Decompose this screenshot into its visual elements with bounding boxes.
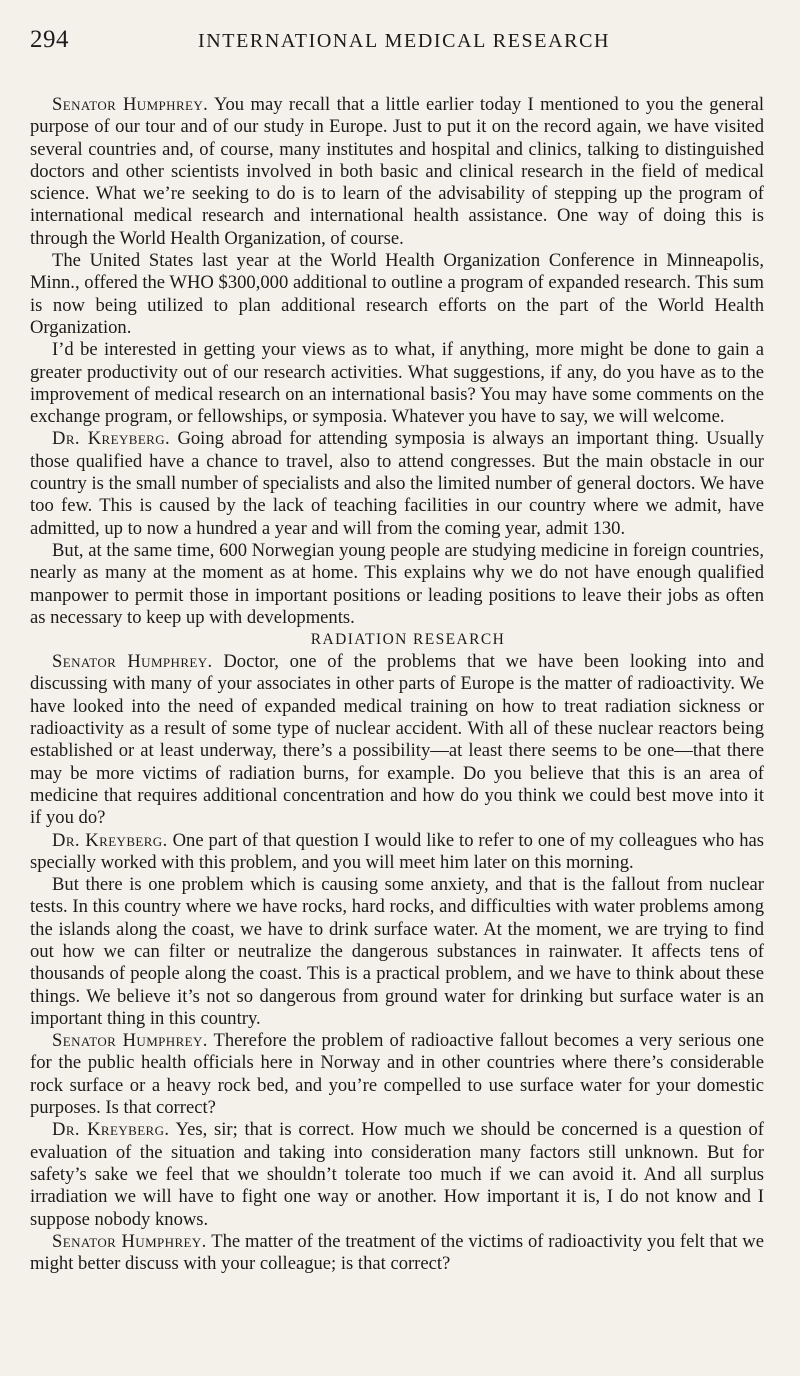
paragraph	[30, 94, 764, 250]
paragraph	[30, 1119, 764, 1230]
speaker-label: Dr. Kreyberg.	[52, 829, 168, 851]
paragraph	[30, 830, 764, 875]
paragraph	[30, 250, 764, 339]
speaker-label: Senator Humphrey.	[52, 94, 209, 115]
speaker-label: Senator Humphrey.	[52, 1030, 208, 1052]
paragraph	[30, 651, 764, 829]
paragraph	[30, 540, 764, 629]
paragraph-text: Going abroad for attending symposia is always an important thing. Usually those qualified have a chance to travel, also to attend congresses. But the main obstacle in our country is the small number of specialists and also the limited number of general doctors. We have too few. This is caused by the lack of teaching facilities in our country where we admit, have admitted, up to now a hundred a year and will from the coming year, admit 130.	[30, 428, 764, 539]
paragraph-text: Therefore the problem of radioactive fallout becomes a very serious one for the public health officials here in Norway and in other countries where there’s considerable rock surface or a heavy rock bed, and you’re compelled to use surface water for your domestic purposes. Is that correct?	[30, 1030, 764, 1119]
speaker-label: Dr. Kreyberg.	[52, 428, 171, 450]
paragraph	[30, 428, 764, 539]
paragraph	[30, 1231, 764, 1276]
running-head	[30, 26, 764, 60]
paragraph-text: The United States last year at the World Health Organization Conference in Minneapolis, Minn., offered the WHO $300,000 additional to outline a program of expanded research. This sum is now being utilized to plan additional research efforts on the part of the World Health Organization.	[30, 250, 764, 338]
paragraph	[30, 874, 764, 1030]
body-text	[30, 94, 764, 1275]
paragraph-text: One part of that question I would like to refer to one of my colleagues who has specially worked with this problem, and you will meet him later on this morning.	[30, 829, 765, 873]
section-heading: RADIATION RESEARCH	[310, 631, 506, 649]
journal-title: INTERNATIONAL MEDICAL RESEARCH	[198, 30, 611, 52]
speaker-label: Senator Humphrey.	[52, 1230, 207, 1252]
paragraph-text: Doctor, one of the problems that we have been looking into and discussing with many of your associates in other parts of Europe is the matter of radioactivity. We have looked into the need of expanded medical training on how to treat radiation sickness or radioactivity as a result of some type of nuclear accident. With all of these nuclear reactors being established or at least underway, there’s a possibility—at least there seems to be one—that there may be more victims of radiation burns, for example. Do you believe that this is an area of medicine that requires additional concentration and how do you think we could best move into it if you do?	[30, 651, 764, 829]
paragraph-text: Yes, sir; that is correct. How much we should be concerned is a question of evaluation of the situation and taking into consideration many factors still unknown. But for safety’s sake we feel that we shouldn’t tolerate too much if we can avoid it. And all surplus irradiation we will have to fight one way or another. How important it is, I do not know and I suppose nobody knows.	[30, 1119, 764, 1230]
speaker-label: Senator Humphrey.	[52, 651, 213, 673]
paragraph	[30, 1030, 764, 1119]
paragraph	[30, 339, 764, 428]
paragraph-text: The matter of the treatment of the victims of radioactivity you felt that we might better discuss with your colleague; is that correct?	[30, 1230, 764, 1275]
paragraph-text: I’d be interested in getting your views as to what, if anything, more might be done to gain a greater productivity out of our research activities. What suggestions, if any, do you have as to the improvement of medical research on an international basis? You may have some comments on the exchange program, or fellowships, or symposia. Whatever you have to say, we will welcome.	[30, 339, 764, 428]
paragraph-text: But there is one problem which is causing some anxiety, and that is the fallout from nuclear tests. In this country where we have rocks, hard rocks, and difficulties with water problems among the islands along the coast, we have to drink surface water. At the moment, we are trying to find out how we can filter or neutralize the dangerous substances in rainwater. It affects tens of thousands of people along the coast. This is a practical problem, and we have to think about these things. We believe it’s not so dangerous from ground water for drinking but surface water is an important thing in this country.	[30, 874, 764, 1029]
page-number: 294	[30, 26, 69, 53]
paragraph-text: You may recall that a little earlier today I mentioned to you the general purpose of our tour and of our study in Europe. Just to put it on the record again, we have visited several countries and, of course, many institutes and hospital and clinics, talking to distinguished doctors and other scientists involved in both basic and clinical research in the field of medical science. What we’re seeking to do is to learn of the advisability of stepping up the program of international medical research and international health assistance. One way of doing this is through the World Health Organization, of course.	[30, 94, 764, 249]
speaker-label: Dr. Kreyberg.	[52, 1119, 170, 1141]
paragraph-text: But, at the same time, 600 Norwegian young people are studying medicine in foreign countries, nearly as many at the moment as at home. This explains why we do not have enough qualified manpower to permit those in important positions or leading positions to leave their jobs as often as necessary to keep up with developments.	[30, 539, 764, 628]
